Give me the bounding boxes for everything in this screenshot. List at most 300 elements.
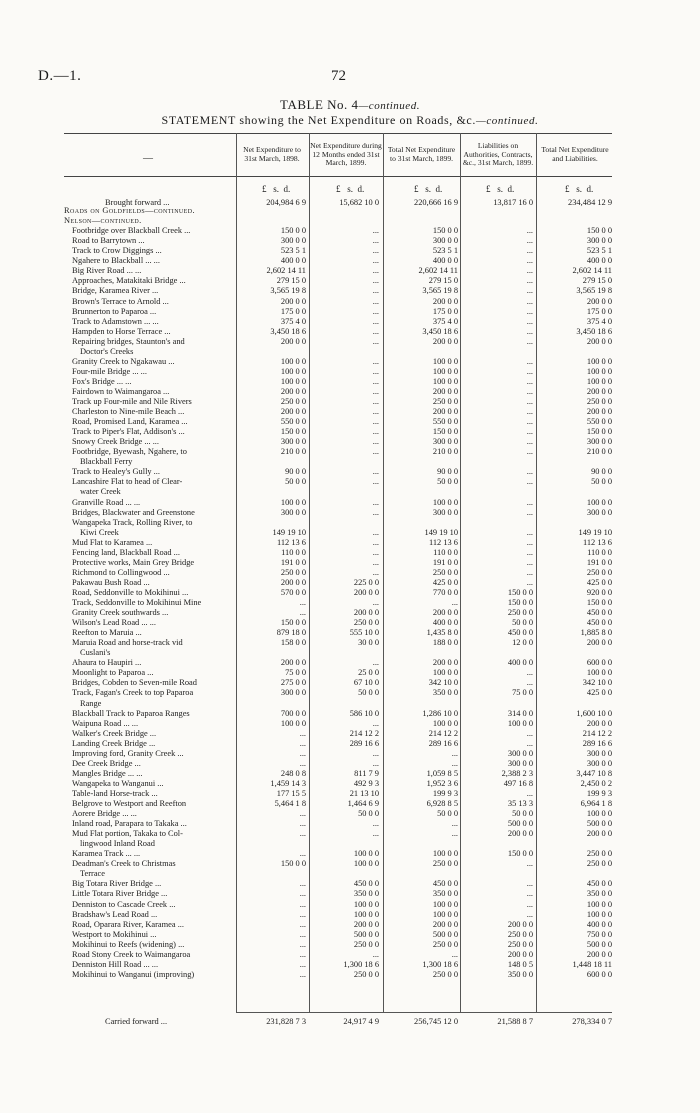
table-row <box>0 528 700 538</box>
table-row <box>0 900 700 910</box>
row-label: Denniston to Cascade Creek ... <box>72 899 176 909</box>
table-row <box>0 950 700 960</box>
row-value-c3: 2,602 14 11 <box>418 266 458 276</box>
row-value-c5: 50 0 0 <box>591 477 612 487</box>
table-row <box>0 297 700 307</box>
row-label: Belgrove to Westport and Reefton <box>72 799 187 808</box>
row-label: Carried forward ... <box>105 1017 168 1026</box>
row-value-c4: ... <box>526 909 533 919</box>
row-value-c2: 100 0 0 <box>353 909 379 919</box>
row-value-c4: ... <box>526 668 533 678</box>
row-label: Blackball Track to Paparoa Ranges <box>72 708 190 718</box>
table-row <box>0 829 700 839</box>
row-value-c2: ... <box>372 397 379 406</box>
table-row <box>0 337 700 347</box>
row-value-c5: 100 0 0 <box>586 899 612 909</box>
row-value-c2: ... <box>372 356 379 366</box>
table-row <box>0 940 700 950</box>
row-value-c4: 497 16 8 <box>503 778 533 788</box>
table-row <box>0 578 700 588</box>
row-value-c4: ... <box>526 407 533 417</box>
row-value-c1: 570 0 0 <box>280 587 306 597</box>
row-value-c5: 300 0 0 <box>586 758 612 768</box>
row-value-c2: ... <box>372 316 379 326</box>
row-value-c1: ... <box>299 969 306 979</box>
row-value-c3: 200 0 0 <box>432 608 458 618</box>
row-label: Cuslani's <box>80 648 111 658</box>
row-value-c2: 555 10 0 <box>349 628 379 638</box>
row-value-c2: 200 0 0 <box>353 919 379 929</box>
row-value-c4: ... <box>526 386 533 396</box>
row-value-c5: 279 15 0 <box>582 276 612 286</box>
row-value-c1: ... <box>299 959 306 969</box>
row-value-c2: ... <box>372 336 379 346</box>
row-value-c3: 300 0 0 <box>432 507 458 517</box>
row-value-c1: 300 0 0 <box>280 437 306 447</box>
row-value-c2: ... <box>372 437 379 447</box>
row-value-c1: ... <box>299 738 306 748</box>
row-value-c2: 67 10 0 <box>353 678 379 688</box>
row-value-c4: 150 0 0 <box>507 587 533 597</box>
row-value-c2: 450 0 0 <box>353 879 379 889</box>
row-value-c2: 100 0 0 <box>353 849 379 859</box>
table-row <box>0 256 700 266</box>
row-value-c3: 375 4 0 <box>432 316 458 326</box>
row-value-c3: 500 0 0 <box>432 929 458 939</box>
row-label: Roads on Goldfields—continued. <box>64 206 195 216</box>
row-value-c1: 204,984 6 9 <box>266 198 306 207</box>
row-value-c5: 375 4 0 <box>586 316 612 326</box>
table-row <box>0 849 700 859</box>
header-blank-dash: — <box>143 153 153 164</box>
row-value-c1: 300 0 0 <box>280 507 306 517</box>
row-value-c5: 425 0 0 <box>586 577 612 587</box>
table-title-suffix: —continued. <box>358 100 420 112</box>
row-label: Karamea Track ... ... <box>72 849 141 859</box>
row-value-c1: ... <box>299 929 306 939</box>
row-label: Track to Crow Diggings ... <box>72 246 162 256</box>
table-row <box>0 407 700 417</box>
row-value-c5: 150 0 0 <box>586 598 612 607</box>
table-row <box>0 518 700 528</box>
row-label: Fox's Bridge ... ... <box>72 376 132 386</box>
row-value-c5: 200 0 0 <box>586 829 612 839</box>
row-value-c5: 250 0 0 <box>586 397 612 406</box>
header-col-4: Liabilities on Authorities, Contracts, &c., 31st March, 1899. <box>462 140 534 168</box>
table-row <box>0 709 700 719</box>
table-row <box>0 729 700 739</box>
table-row <box>0 749 700 759</box>
row-value-c5: 3,565 19 8 <box>576 286 612 296</box>
row-label: Road, Promised Land, Karamea ... <box>72 417 188 427</box>
row-value-c3: 1,435 8 0 <box>426 628 458 638</box>
row-label: Snowy Creek Bridge ... ... <box>72 437 159 447</box>
row-value-c5: 350 0 0 <box>586 889 612 899</box>
row-value-c1: 150 0 0 <box>280 859 306 869</box>
row-label: Big River Road ... ... <box>72 266 142 276</box>
row-value-c1: 5,464 1 8 <box>274 799 306 808</box>
row-value-c4: ... <box>526 889 533 899</box>
row-value-c2: ... <box>372 276 379 286</box>
row-value-c1: ... <box>299 919 306 929</box>
row-value-c3: 342 10 0 <box>428 678 458 688</box>
table-row <box>0 759 700 769</box>
row-label: Dee Creek Bridge ... <box>72 758 141 768</box>
row-value-c1: 90 0 0 <box>285 467 306 477</box>
row-label: Hampden to Horse Terrace ... <box>72 326 171 336</box>
row-label: Footbridge, Byewash, Ngahere, to <box>72 447 187 457</box>
row-value-c4: ... <box>526 306 533 316</box>
row-value-c3: 770 0 0 <box>432 587 458 597</box>
row-value-c1: 200 0 0 <box>280 336 306 346</box>
row-value-c2: 30 0 0 <box>358 638 379 648</box>
row-value-c5: 100 0 0 <box>586 376 612 386</box>
row-value-c3: 200 0 0 <box>432 407 458 417</box>
header-col-5: Total Net Expenditure and Liabilities. <box>541 145 609 163</box>
row-value-c5: 199 9 3 <box>586 788 612 798</box>
row-value-c2: 586 10 0 <box>349 708 379 718</box>
row-value-c5: 175 0 0 <box>586 306 612 316</box>
row-label: Aorere Bridge ... ... <box>72 809 137 819</box>
row-value-c5: 2,602 14 11 <box>572 266 612 276</box>
row-value-c3: 250 0 0 <box>432 969 458 979</box>
row-value-c4: ... <box>526 437 533 447</box>
row-value-c5: 210 0 0 <box>586 447 612 457</box>
row-label: Track to Piper's Flat, Addison's ... <box>72 427 185 437</box>
row-value-c2: ... <box>372 266 379 276</box>
row-value-c3: 3,450 18 6 <box>422 326 458 336</box>
row-value-c4: ... <box>526 356 533 366</box>
row-value-c4: 50 0 0 <box>512 618 533 628</box>
row-value-c1: 200 0 0 <box>280 407 306 417</box>
row-value-c2: ... <box>372 306 379 316</box>
row-label: Walker's Creek Bridge ... <box>72 728 157 738</box>
table-row <box>0 317 700 327</box>
table-row <box>0 487 700 497</box>
row-value-c4: ... <box>526 507 533 517</box>
row-value-c2: 25 0 0 <box>358 668 379 678</box>
row-label: Moonlight to Paparoa ... <box>72 668 154 678</box>
units-col-4: £ s. d. <box>486 184 515 194</box>
row-value-c4: 150 0 0 <box>507 598 533 607</box>
table-row <box>0 447 700 457</box>
table-row <box>0 498 700 508</box>
row-label: Little Totara River Bridge ... <box>72 889 168 899</box>
page-ref: D.—1. <box>38 68 82 84</box>
row-value-c3: 220,666 16 9 <box>414 198 458 207</box>
row-value-c3: ... <box>451 748 458 758</box>
row-label: Track to Healey's Gully ... <box>72 467 160 477</box>
row-value-c1: 550 0 0 <box>280 417 306 427</box>
row-value-c3: 100 0 0 <box>432 668 458 678</box>
row-label: Footbridge over Blackball Creek ... <box>72 226 191 236</box>
row-value-c5: 6,964 1 8 <box>580 799 612 808</box>
row-value-c5: 100 0 0 <box>586 668 612 678</box>
row-value-c5: 400 0 0 <box>586 256 612 266</box>
row-value-c1: 700 0 0 <box>280 708 306 718</box>
row-value-c1: 200 0 0 <box>280 577 306 587</box>
row-value-c1: 100 0 0 <box>280 356 306 366</box>
row-value-c2: ... <box>372 537 379 547</box>
row-label: Bradshaw's Lead Road ... <box>72 909 158 919</box>
table-row <box>0 869 700 879</box>
row-value-c2: ... <box>372 447 379 457</box>
row-label: Four-mile Bridge ... ... <box>72 366 147 376</box>
table-row <box>0 799 700 809</box>
row-value-c5: 500 0 0 <box>586 939 612 949</box>
row-value-c3: 191 0 0 <box>432 557 458 567</box>
row-label: Road, Seddonville to Mokihinui ... <box>72 587 189 597</box>
row-value-c4: ... <box>526 557 533 567</box>
table-row <box>0 286 700 296</box>
table-row <box>0 648 700 658</box>
row-label: Denniston Hill Road ... ... <box>72 959 159 969</box>
row-value-c1: 2,602 14 11 <box>266 266 306 276</box>
row-value-c4: ... <box>526 537 533 547</box>
table-row <box>0 266 700 276</box>
row-value-c2: ... <box>372 427 379 437</box>
table-row <box>0 678 700 688</box>
row-value-c2: ... <box>372 417 379 427</box>
row-value-c4: ... <box>526 859 533 869</box>
row-value-c3: 200 0 0 <box>432 336 458 346</box>
row-value-c3: 214 12 2 <box>428 728 458 738</box>
row-value-c4: ... <box>526 246 533 256</box>
row-value-c2: ... <box>372 326 379 336</box>
row-label: Granity Creek to Ngakawau ... <box>72 356 175 366</box>
row-value-c3: 400 0 0 <box>432 618 458 628</box>
row-value-c4: 148 0 5 <box>507 959 533 969</box>
row-value-c2: 225 0 0 <box>353 577 379 587</box>
row-label: Brown's Terrace to Arnold ... <box>72 296 169 306</box>
row-value-c4: ... <box>526 276 533 286</box>
row-value-c4: ... <box>526 527 533 537</box>
row-value-c4: 200 0 0 <box>507 949 533 959</box>
row-value-c1: ... <box>299 879 306 889</box>
table-row <box>0 688 700 698</box>
row-label: Bridge, Karamea River ... <box>72 286 159 296</box>
row-value-c5: 523 5 1 <box>586 246 612 256</box>
row-value-c1: ... <box>299 909 306 919</box>
row-value-c3: 289 16 6 <box>428 738 458 748</box>
row-value-c1: ... <box>299 949 306 959</box>
table-row <box>0 508 700 518</box>
row-value-c1: 177 15 5 <box>276 788 306 798</box>
row-value-c1: ... <box>299 748 306 758</box>
row-value-c1: 279 15 0 <box>276 276 306 286</box>
row-value-c2: 200 0 0 <box>353 608 379 618</box>
row-value-c4: ... <box>526 236 533 246</box>
row-label: Inland road, Parapara to Takaka ... <box>72 819 187 829</box>
row-value-c4: ... <box>526 788 533 798</box>
row-label: Kiwi Creek <box>80 527 119 537</box>
row-value-c5: 191 0 0 <box>586 557 612 567</box>
row-value-c1: 110 0 0 <box>281 547 306 557</box>
row-value-c5: 100 0 0 <box>586 809 612 819</box>
row-value-c5: 250 0 0 <box>586 849 612 859</box>
row-value-c5: 150 0 0 <box>586 226 612 236</box>
row-value-c2: ... <box>372 829 379 839</box>
header-col-2: Net Expenditure during 12 Months ended 31st March, 1899. <box>310 140 382 168</box>
row-value-c2: ... <box>372 547 379 557</box>
row-label: Charleston to Nine-mile Beach ... <box>72 407 185 417</box>
row-value-c3: 550 0 0 <box>432 417 458 427</box>
row-value-c4: ... <box>526 256 533 266</box>
table-row <box>0 377 700 387</box>
table-row <box>0 628 700 638</box>
row-value-c1: 150 0 0 <box>280 427 306 437</box>
row-value-c1: 200 0 0 <box>280 658 306 668</box>
row-value-c1: 400 0 0 <box>280 256 306 266</box>
table-row <box>0 327 700 337</box>
row-value-c3: 100 0 0 <box>432 497 458 507</box>
row-label: Mokihinui to Wanganui (improving) <box>72 969 195 979</box>
row-value-c1: ... <box>299 849 306 859</box>
row-label: Bridges, Cobden to Seven-mile Road <box>72 678 197 688</box>
row-value-c4: ... <box>526 728 533 738</box>
row-value-c4: 450 0 0 <box>507 628 533 638</box>
row-value-c1: 275 0 0 <box>280 678 306 688</box>
table-row <box>0 769 700 779</box>
row-value-c2: ... <box>372 376 379 386</box>
row-value-c4: ... <box>526 477 533 487</box>
row-value-c3: 300 0 0 <box>432 437 458 447</box>
row-value-c3: 256,745 12 0 <box>414 1017 458 1026</box>
table-row <box>0 719 700 729</box>
row-value-c5: 3,447 10 8 <box>576 768 612 778</box>
row-value-c1: ... <box>299 728 306 738</box>
row-value-c1: 523 5 1 <box>280 246 306 256</box>
row-value-c2: ... <box>372 226 379 236</box>
table-row <box>0 357 700 367</box>
row-value-c2: ... <box>372 598 379 607</box>
row-value-c4: ... <box>526 467 533 477</box>
table-row <box>0 568 700 578</box>
row-label: Mokihinui to Reefs (widening) ... <box>72 939 185 949</box>
row-label: Fairdown to Waimangaroa ... <box>72 386 170 396</box>
row-value-c2: ... <box>372 949 379 959</box>
row-label: Nelson—continued. <box>64 216 142 226</box>
row-label: Fencing land, Blackball Road ... <box>72 547 180 557</box>
row-value-c5: 200 0 0 <box>586 718 612 728</box>
row-value-c3: 200 0 0 <box>432 386 458 396</box>
row-value-c2: 50 0 0 <box>358 688 379 698</box>
row-value-c2: 492 9 3 <box>353 778 379 788</box>
row-value-c3: 210 0 0 <box>432 447 458 457</box>
row-value-c1: 100 0 0 <box>280 376 306 386</box>
row-label: Lancashire Flat to head of Clear- <box>72 477 183 487</box>
table-row <box>0 437 700 447</box>
row-value-c1: ... <box>299 899 306 909</box>
row-value-c4: ... <box>526 899 533 909</box>
row-value-c4: 400 0 0 <box>507 658 533 668</box>
row-value-c3: 250 0 0 <box>432 859 458 869</box>
table-row <box>0 216 700 226</box>
row-value-c2: 811 7 9 <box>354 768 379 778</box>
table-row <box>0 920 700 930</box>
row-value-c4: 21,588 8 7 <box>497 1017 533 1026</box>
table-row <box>0 467 700 477</box>
row-value-c3: 200 0 0 <box>432 919 458 929</box>
row-value-c1: 231,828 7 3 <box>266 1017 306 1026</box>
row-value-c2: ... <box>372 246 379 256</box>
row-value-c4: 500 0 0 <box>507 819 533 829</box>
row-value-c5: 1,600 10 0 <box>576 708 612 718</box>
row-value-c5: 300 0 0 <box>586 437 612 447</box>
row-label: Deadman's Creek to Christmas <box>72 859 176 869</box>
row-value-c4: ... <box>526 547 533 557</box>
row-value-c4: 300 0 0 <box>507 758 533 768</box>
row-value-c5: 300 0 0 <box>586 507 612 517</box>
row-value-c1: 191 0 0 <box>280 557 306 567</box>
row-label: Terrace <box>80 869 105 879</box>
row-label: Granity Creek southwards ... <box>72 608 169 618</box>
table-row <box>0 910 700 920</box>
row-value-c1: 75 0 0 <box>285 668 306 678</box>
row-label: Track, Fagan's Creek to top Paparoa <box>72 688 194 698</box>
row-value-c4: ... <box>526 879 533 889</box>
table-title-main: TABLE No. 4 <box>280 97 359 112</box>
row-label: Waipuna Road ... ... <box>72 718 139 728</box>
row-value-c5: 450 0 0 <box>586 608 612 618</box>
row-value-c5: 600 0 0 <box>586 969 612 979</box>
row-value-c4: ... <box>526 286 533 296</box>
row-value-c2: 21 13 10 <box>349 788 379 798</box>
row-value-c3: 200 0 0 <box>432 296 458 306</box>
row-value-c3: 100 0 0 <box>432 376 458 386</box>
statement-title-suffix: —continued. <box>475 115 539 127</box>
row-value-c5: 500 0 0 <box>586 819 612 829</box>
row-value-c5: 110 0 0 <box>587 547 612 557</box>
row-label: Pakawau Bush Road ... <box>72 577 150 587</box>
row-value-c5: 250 0 0 <box>586 859 612 869</box>
row-value-c1: 248 0 8 <box>280 768 306 778</box>
row-value-c5: 100 0 0 <box>586 909 612 919</box>
row-label: Maruia Road and horse-track vid <box>72 638 183 648</box>
row-label: Big Totara River Bridge ... <box>72 879 162 889</box>
row-value-c5: 2,450 0 2 <box>580 778 612 788</box>
row-value-c1: 375 4 0 <box>280 316 306 326</box>
row-value-c1: 879 18 0 <box>276 628 306 638</box>
row-value-c2: 1,300 18 6 <box>343 959 379 969</box>
row-value-c2: 289 16 6 <box>349 738 379 748</box>
row-value-c1: ... <box>299 809 306 819</box>
row-value-c5: 300 0 0 <box>586 748 612 758</box>
row-value-c4: 100 0 0 <box>507 718 533 728</box>
table-row <box>0 387 700 397</box>
row-value-c3: 350 0 0 <box>432 889 458 899</box>
row-value-c4: 350 0 0 <box>507 969 533 979</box>
row-value-c2: 250 0 0 <box>353 618 379 628</box>
row-value-c5: 90 0 0 <box>591 467 612 477</box>
row-value-c3: 279 15 0 <box>428 276 458 286</box>
row-label: Table-land Horse-track ... <box>72 788 158 798</box>
row-value-c4: ... <box>526 376 533 386</box>
row-value-c5: 425 0 0 <box>586 688 612 698</box>
row-label: Protective works, Main Grey Bridge <box>72 557 195 567</box>
row-value-c5: 920 0 0 <box>586 587 612 597</box>
table-row <box>0 538 700 548</box>
row-value-c5: 300 0 0 <box>586 236 612 246</box>
row-value-c4: ... <box>526 577 533 587</box>
row-value-c1: 175 0 0 <box>280 306 306 316</box>
row-label: Repairing bridges, Staunton's and <box>72 336 185 346</box>
row-label: Track up Four-mile and Nile Rivers <box>72 397 192 406</box>
table-row <box>0 307 700 317</box>
table-row <box>0 226 700 236</box>
table-row <box>0 236 700 246</box>
row-value-c2: 200 0 0 <box>353 587 379 597</box>
